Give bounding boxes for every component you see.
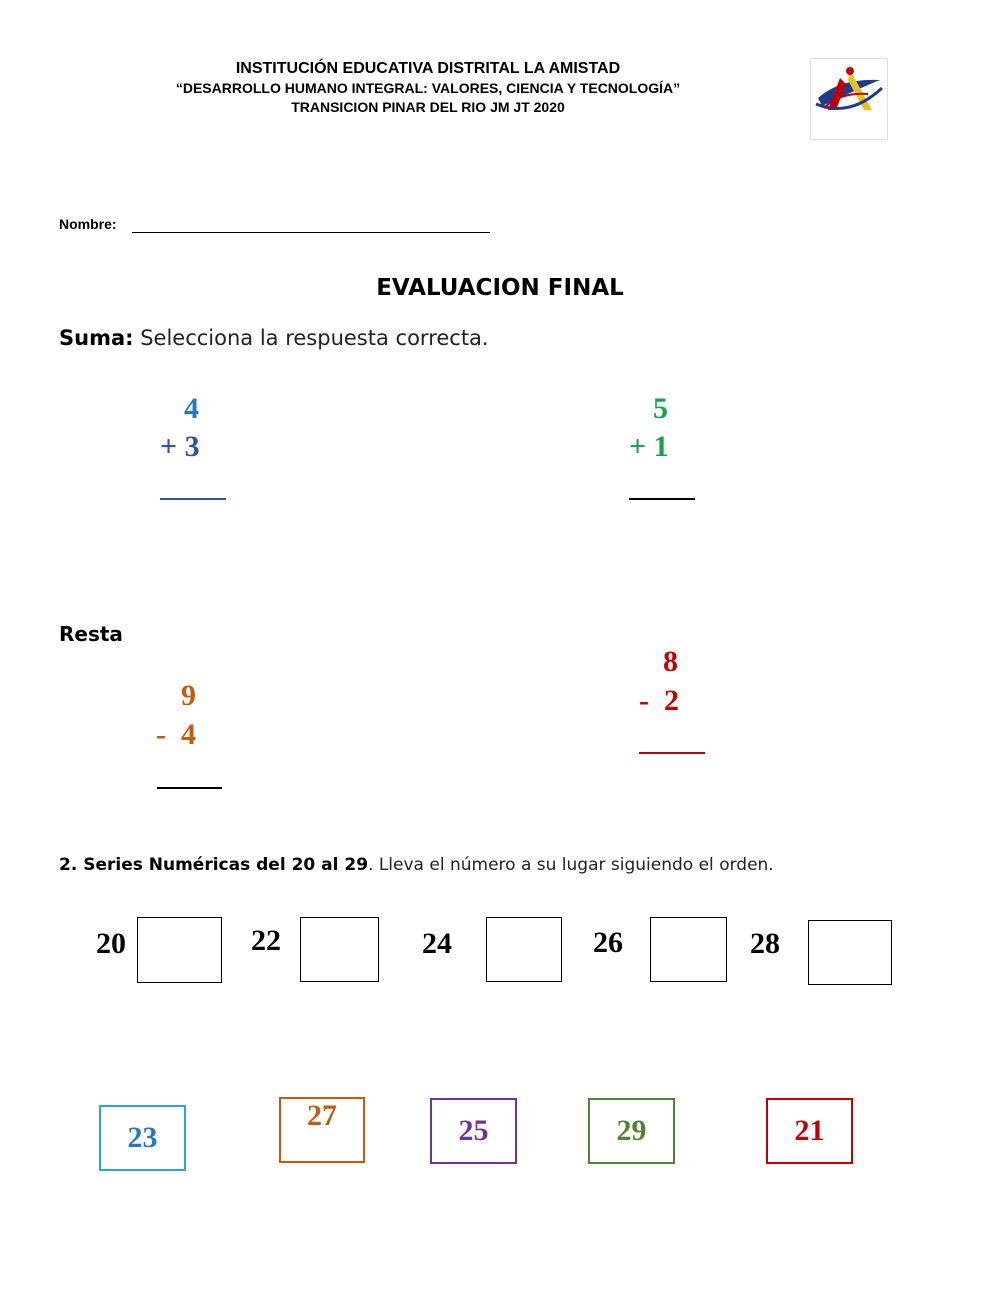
resta-2-bottom: - 2 xyxy=(639,684,679,717)
series-answer-box[interactable] xyxy=(808,920,892,985)
series-label: 2. Series Numéricas del 20 al 29 xyxy=(59,855,369,875)
series-answer-box[interactable] xyxy=(300,917,379,982)
series-instruction xyxy=(59,855,774,875)
resta-1-top: 9 xyxy=(181,679,196,712)
nombre-label: Nombre: xyxy=(59,216,117,232)
suma-instruction xyxy=(59,326,489,350)
nombre-input-line[interactable] xyxy=(132,232,490,233)
number-tile-25[interactable]: 25 xyxy=(430,1098,517,1164)
series-given-number: 28 xyxy=(750,927,780,960)
suma-1-answer-line[interactable] xyxy=(160,498,226,500)
suma-instruction-text: Selecciona la respuesta correcta. xyxy=(133,326,489,350)
number-tile-23[interactable]: 23 xyxy=(99,1105,186,1171)
page-title: EVALUACION FINAL xyxy=(376,275,624,301)
resta-2-top: 8 xyxy=(663,645,678,678)
number-tile-27[interactable]: 27 xyxy=(279,1097,365,1163)
series-given-number: 22 xyxy=(251,924,281,957)
series-given-number: 26 xyxy=(593,926,623,959)
series-given-number: 20 xyxy=(96,927,126,960)
number-tile-29[interactable]: 29 xyxy=(588,1098,675,1164)
series-answer-box[interactable] xyxy=(137,917,222,983)
suma-2-bottom: + 1 xyxy=(629,430,669,463)
series-given-number: 24 xyxy=(422,927,452,960)
series-answer-box[interactable] xyxy=(650,917,727,982)
suma-2-answer-line[interactable] xyxy=(629,498,695,500)
resta-label: Resta xyxy=(59,622,123,646)
series-answer-box[interactable] xyxy=(486,917,562,982)
resta-1-answer-line[interactable] xyxy=(157,787,222,789)
resta-2-answer-line[interactable] xyxy=(639,752,705,754)
school-name: INSTITUCIÓN EDUCATIVA DISTRITAL LA AMISTAD xyxy=(235,60,621,77)
number-tile-21[interactable]: 21 xyxy=(766,1098,853,1164)
series-instruction-text: . Lleva el número a su lugar siguiendo el orden. xyxy=(368,855,774,875)
school-logo xyxy=(810,58,888,140)
school-motto: “DESARROLLO HUMANO INTEGRAL: VALORES, CIENCIA Y TECNOLOGÍA” xyxy=(175,80,681,96)
suma-1-bottom: + 3 xyxy=(160,430,200,463)
course-line: TRANSICION PINAR DEL RIO JM JT 2020 xyxy=(291,99,565,115)
suma-1-top: 4 xyxy=(184,392,199,425)
resta-1-bottom: - 4 xyxy=(156,718,196,751)
suma-2-top: 5 xyxy=(653,392,668,425)
suma-label: Suma: xyxy=(59,326,134,350)
